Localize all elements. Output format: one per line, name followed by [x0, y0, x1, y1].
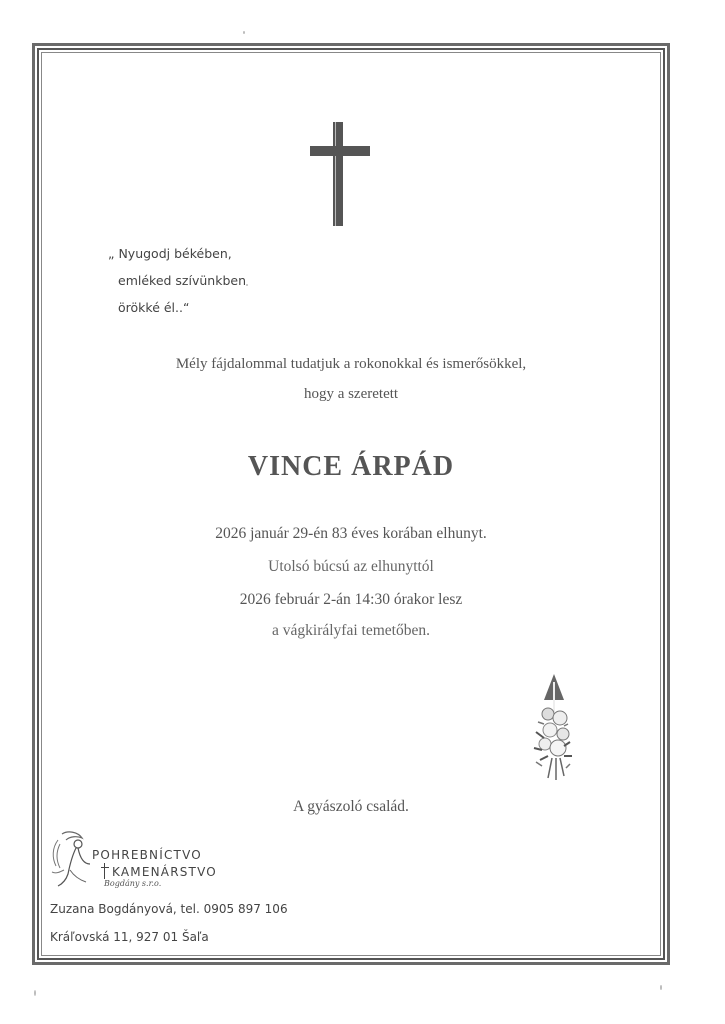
deceased-name: VINCE ÁRPÁD — [247, 451, 455, 482]
scan-speck — [660, 985, 662, 990]
scan-speck — [246, 284, 248, 286]
angel-icon — [48, 830, 92, 888]
intro-line-2: hogy a szeretett — [303, 386, 399, 402]
funeral-time-line: 2026 február 2-án 14:30 órakor lesz — [239, 591, 463, 608]
funeral-location-line: a vágkirályfai temetőben. — [272, 622, 430, 639]
motto-line-2: emléked szívünkben — [118, 273, 246, 288]
logo-line-2: KAMENÁRSTVO — [112, 865, 217, 879]
cross-icon — [310, 122, 370, 226]
closing-signature: A gyászoló család. — [293, 798, 409, 815]
logo-line-3: Bogdány s.r.o. — [104, 879, 162, 888]
motto-line-3: örökké él..“ — [118, 300, 190, 315]
logo-line-1: POHREBNÍCTVO — [92, 848, 202, 862]
funeral-home-contact-phone: Zuzana Bogdányová, tel. 0905 897 106 — [50, 902, 288, 916]
farewell-line: Utolsó búcsú az elhunyttól — [268, 558, 434, 575]
motto-quote — [108, 240, 246, 321]
death-date-line: 2026 január 29-én 83 éves korában elhunyt. — [215, 525, 487, 542]
flower-bouquet-icon — [530, 672, 578, 782]
funeral-home-logo — [48, 830, 248, 892]
motto-line-1: „ Nyugodj békében, — [108, 246, 232, 261]
small-cross-icon — [101, 863, 109, 879]
funeral-home-address: Kráľovská 11, 927 01 Šaľa — [50, 930, 209, 944]
scan-speck — [34, 990, 36, 996]
scan-speck — [243, 31, 245, 34]
intro-line-1: Mély fájdalommal tudatjuk a rokonokkal és ismerősökkel, — [175, 356, 527, 372]
